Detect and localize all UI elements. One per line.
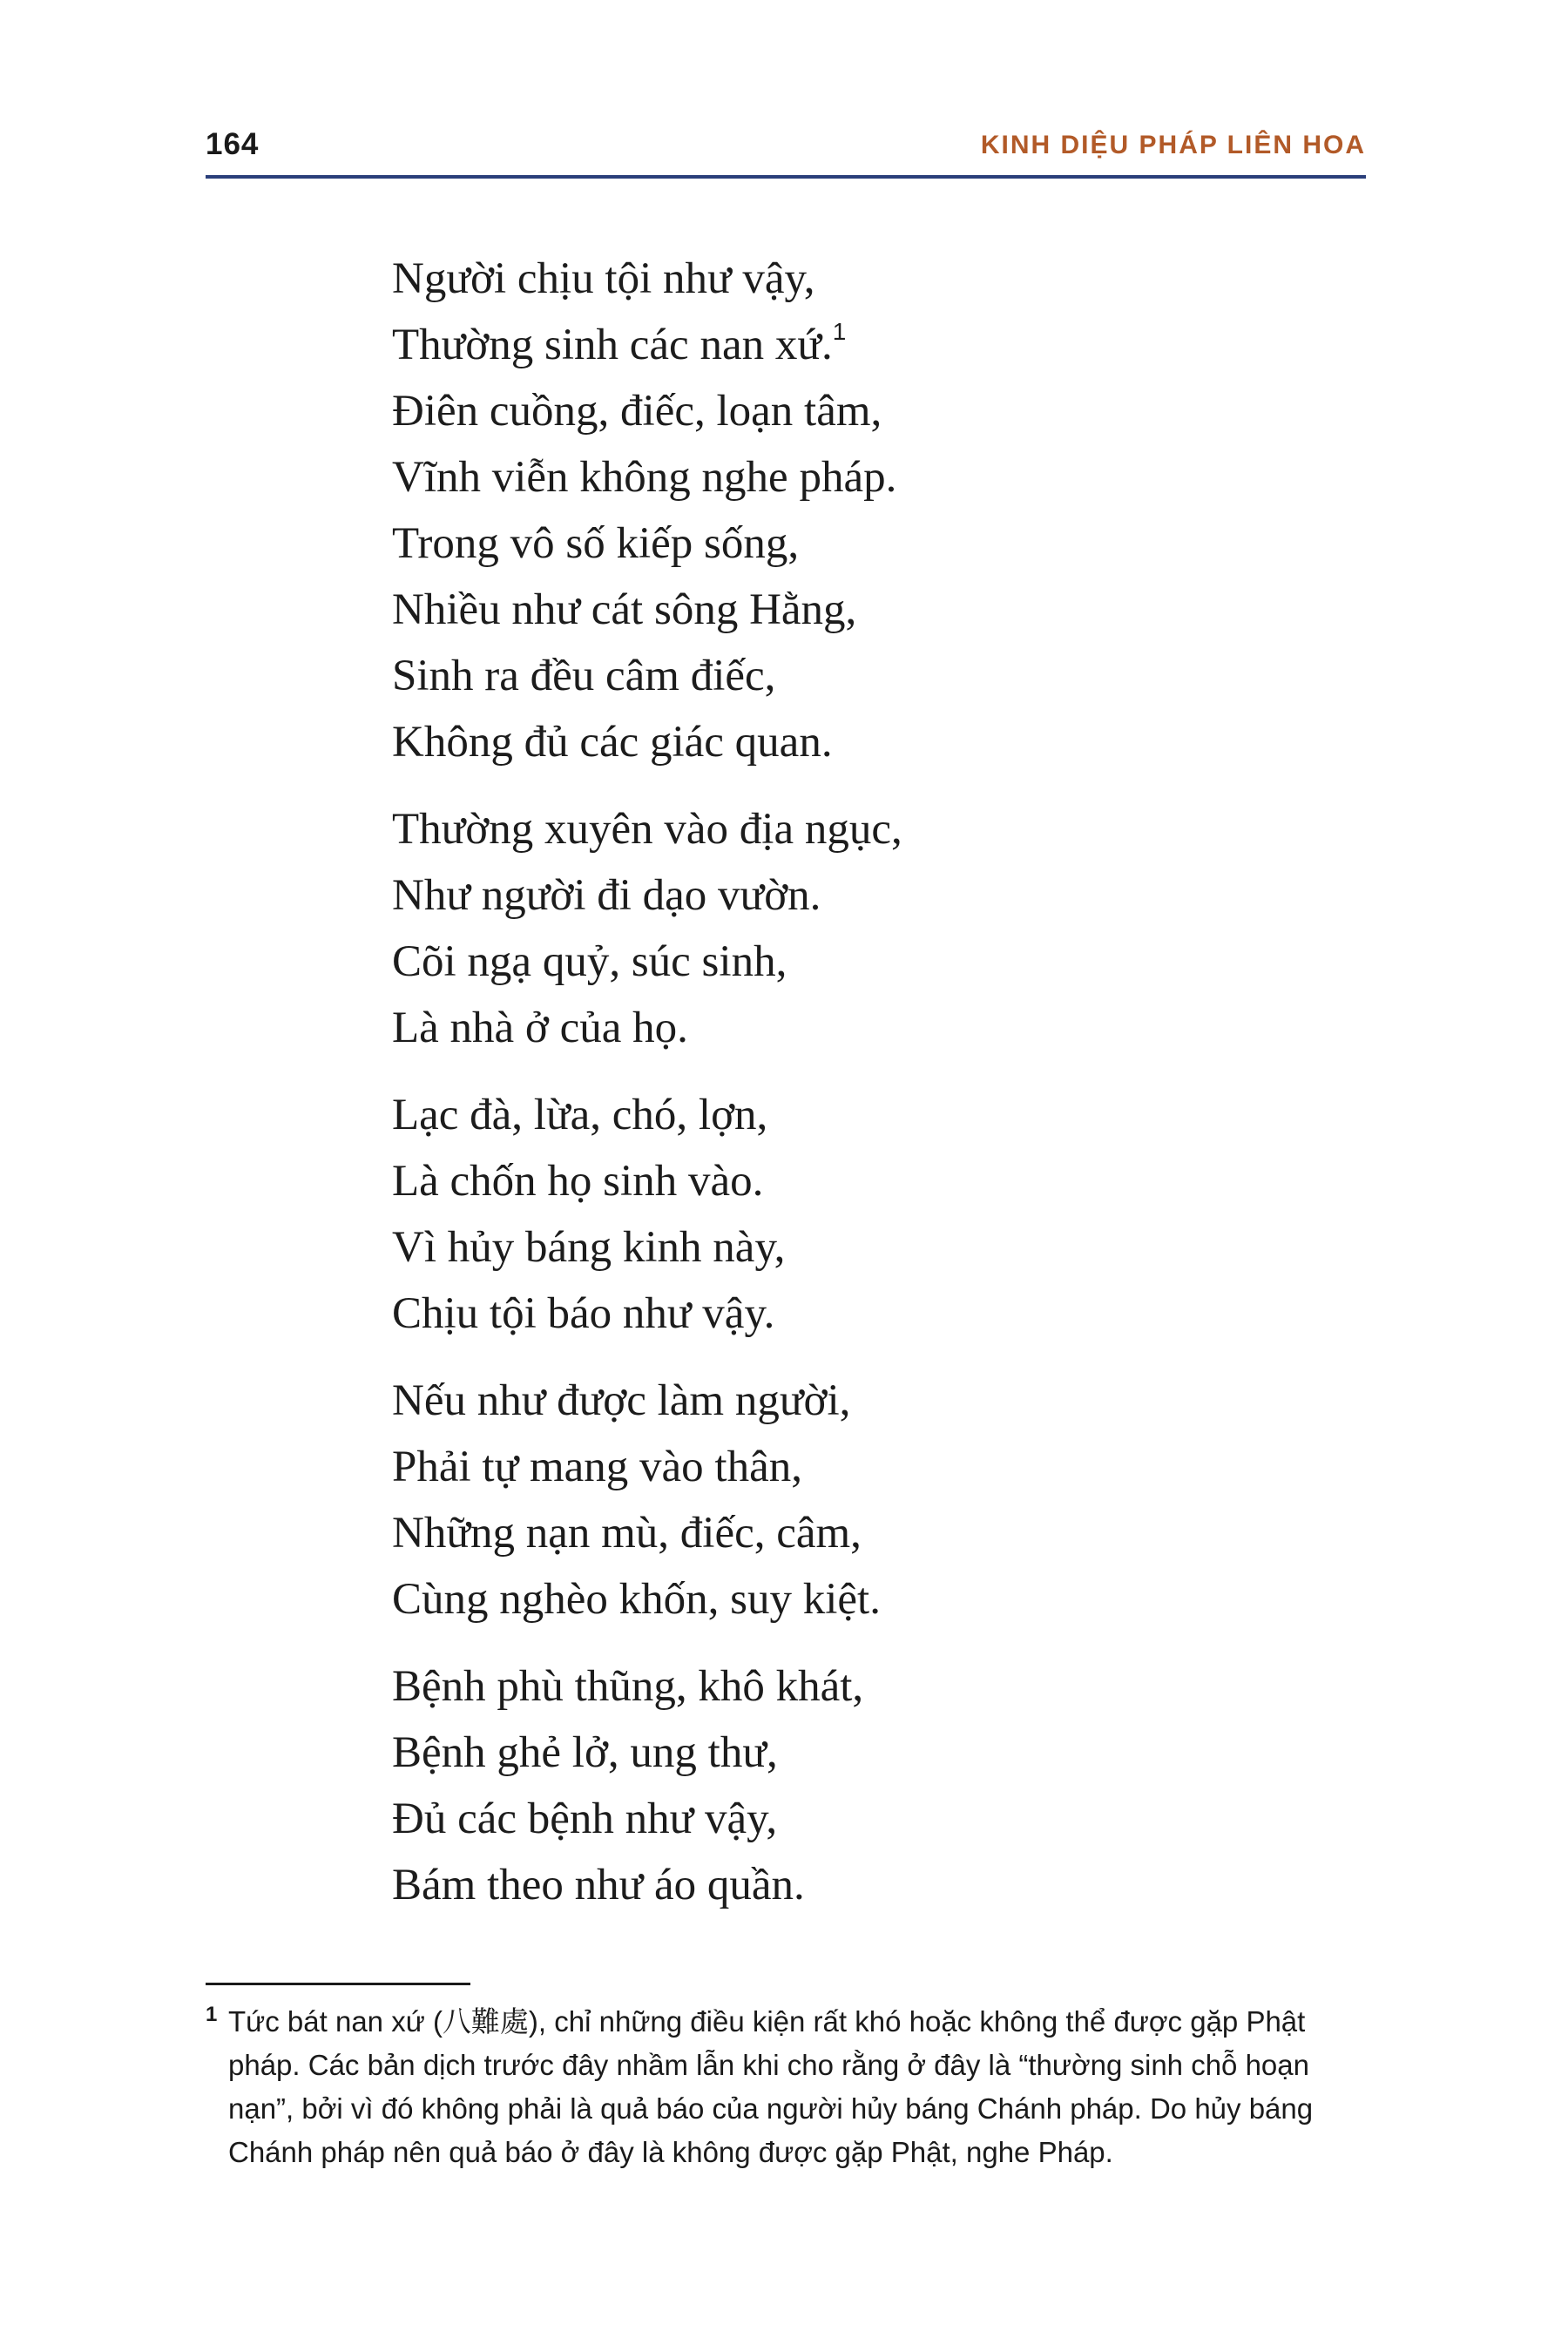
verse-line-with-footnote (392, 312, 1350, 378)
verse-line: Bệnh ghẻ lở, ung thư, (392, 1728, 778, 1777)
verse-line: Trong vô số kiếp sống, (392, 519, 800, 568)
verse-line: Nếu như được làm người, (392, 1376, 851, 1425)
page-header (206, 122, 1366, 174)
verse-line: Là chốn họ sinh vào. (392, 1157, 764, 1206)
verse-line-text: Thường sinh các nan xứ. (392, 321, 833, 369)
footnote-marker: 1 (206, 2003, 218, 2026)
verse-line: Bệnh phù thũng, khô khát, (392, 1662, 864, 1711)
verse-body (392, 246, 1350, 1939)
verse-line: Như người đi dạo vườn. (392, 871, 821, 920)
stanza-4 (392, 1368, 1350, 1632)
verse-line: Là nhà ở của họ. (392, 1004, 688, 1052)
verse-line: Bám theo như áo quần. (392, 1861, 805, 1909)
verse-line: Đủ các bệnh như vậy, (392, 1794, 778, 1843)
stanza-3 (392, 1082, 1350, 1347)
page-number: 164 (206, 127, 260, 161)
verse-line: Vì hủy báng kinh này, (392, 1223, 786, 1272)
verse-line: Cùng nghèo khốn, suy kiệt. (392, 1575, 881, 1624)
footnote-text: Tức bát nan xứ (八難處), chỉ những điều kiện rất khó hoặc không thể được gặp Phật pháp. Các bản dịch trước đây nhầm lẫn khi cho rằng ở đây là “thường sinh chỗ hoạn nạn”, bởi vì đó không phải là quả báo của người hủy báng Chánh pháp. Do hủy báng Chánh pháp nên quả báo ở đây là không được gặp Phật, nghe Pháp. (228, 2005, 1314, 2168)
footnote-reference[interactable]: 1 (832, 318, 847, 345)
verse-line: Chịu tội báo như vậy. (392, 1289, 775, 1338)
verse-line: Lạc đà, lừa, chó, lợn, (392, 1091, 768, 1139)
footnote-rule (206, 1983, 470, 1985)
stanza-5 (392, 1653, 1350, 1918)
verse-line: Thường xuyên vào địa ngục, (392, 805, 902, 854)
verse-line: Phải tự mang vào thân, (392, 1443, 802, 1491)
verse-line: Cõi ngạ quỷ, súc sinh, (392, 937, 787, 986)
header-rule (206, 175, 1366, 179)
verse-line: Nhiều như cát sông Hằng, (392, 585, 857, 634)
stanza-2 (392, 796, 1350, 1061)
verse-line: Không đủ các giác quan. (392, 718, 833, 767)
verse-line: Vĩnh viễn không nghe pháp. (392, 453, 897, 502)
verse-line: Người chịu tội như vậy, (392, 254, 815, 303)
footnote (206, 2000, 1373, 2174)
verse-line: Điên cuồng, điếc, loạn tâm, (392, 387, 882, 436)
verse-line: Sinh ra đều câm điếc, (392, 652, 776, 700)
verse-line: Những nạn mù, điếc, câm, (392, 1509, 862, 1558)
stanza-1 (392, 246, 1350, 775)
running-title: KINH DIỆU PHÁP LIÊN HOA (980, 131, 1366, 159)
